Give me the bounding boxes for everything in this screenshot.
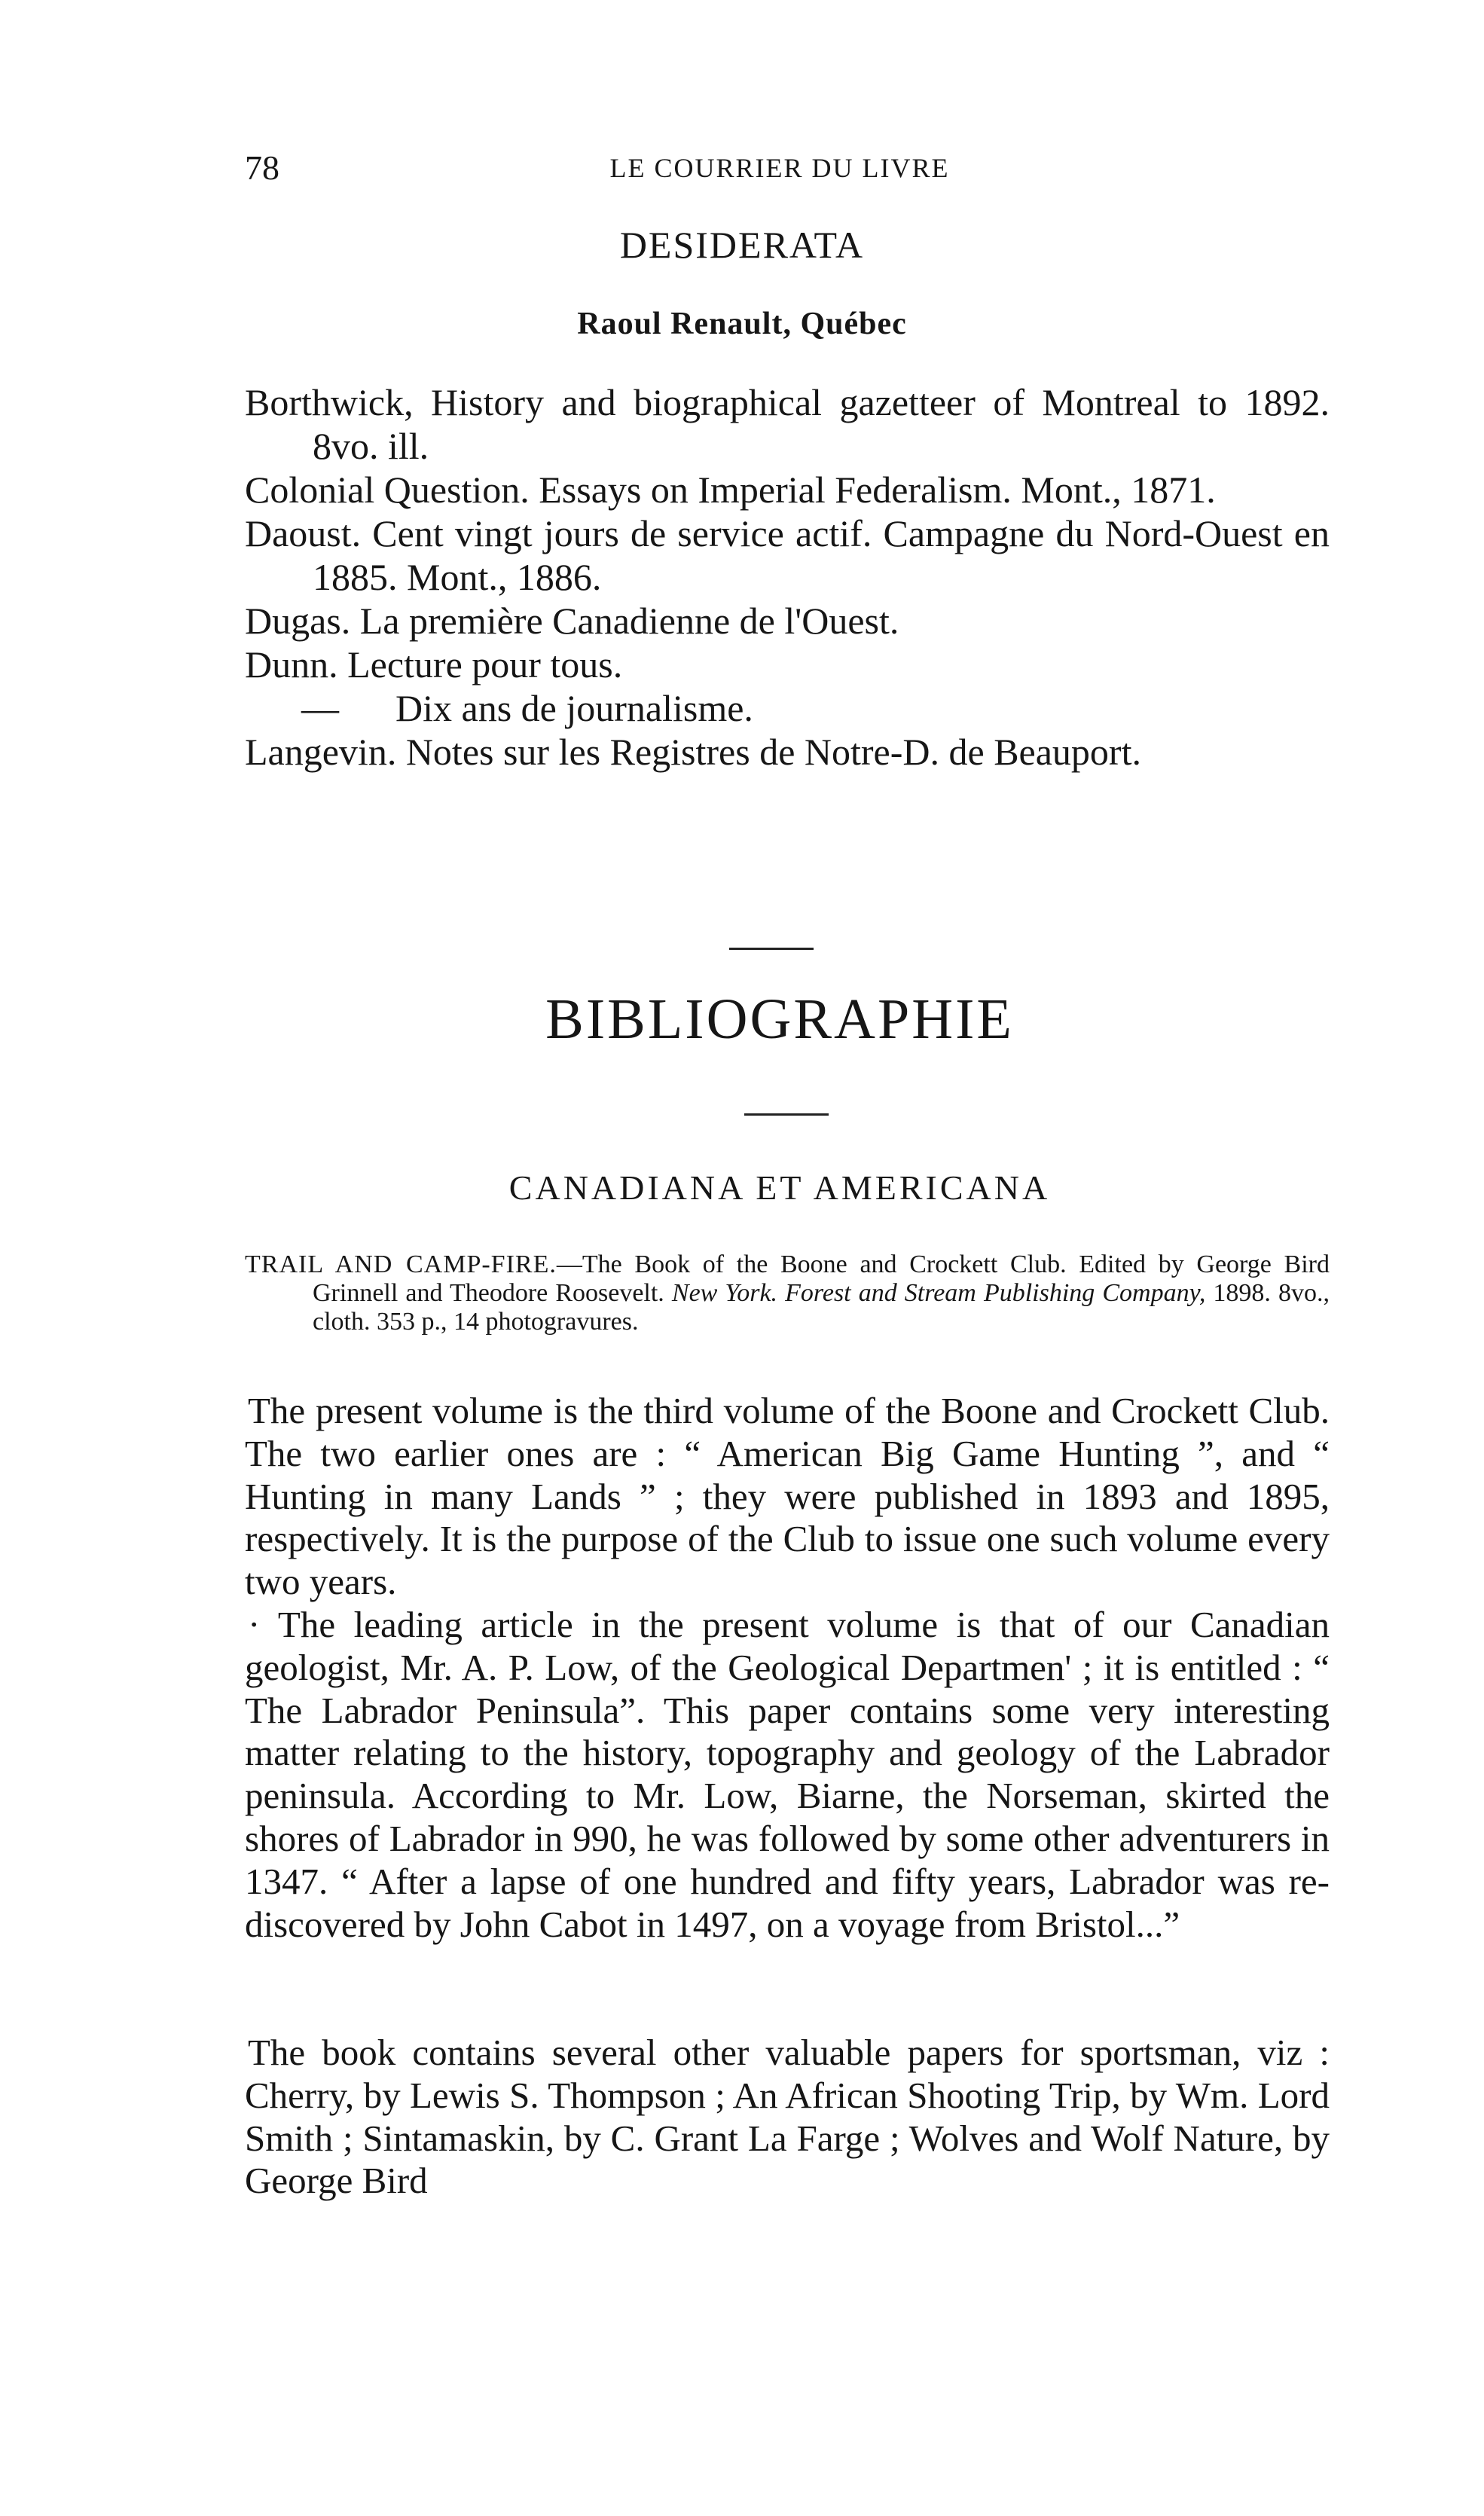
journal-title: LE COURRIER DU LIVRE: [609, 153, 950, 183]
page-number: 78: [245, 148, 279, 187]
review-paragraph: The present volume is the third volume of the Boone and Crockett Club. The two earlier ones are : “ American Big Game Hunting ”, and “ Hunting in many Lands ” ; they were published in 1893 and 1895, respectively. It is the purpose of the Club to issue one such volume every two years.: [245, 1390, 1330, 1603]
bibliographie-heading: BIBLIOGRAPHIE: [545, 988, 1014, 1051]
running-head: [245, 148, 1315, 193]
desiderata-author: Raoul Renault, Québec: [577, 307, 907, 341]
desiderata-entry: Langevin. Notes sur les Registres de Notre-D. de Beauport.: [245, 731, 1141, 773]
desiderata-entry: Borthwick, History and biographical gazetteer of Montreal to 1892. 8vo. ill.: [245, 381, 1330, 467]
canadiana-heading: CANADIANA ET AMERICANA: [508, 1168, 1051, 1207]
review-paragraph: · The leading article in the present volume is that of our Canadian geologist, Mr. A. P. Low, of the Geological Departmen' ; it is entitled : “ The Labrador Peninsula”. This paper contains some very interesting matter relating to the history, topography and geology of the Labrador peninsula. According to Mr. Low, Biarne, the Norseman, skirted the shores of Labrador in 990, he was followed by some other adventurers in 1347. “ After a lapse of one hundred and fifty years, Labrador was re-discovered by John Cabot in 1497, on a voyage from Bristol...”: [245, 1604, 1330, 1945]
citation-details: 1898. 8vo., cloth. 353 p., 14 photogravures.: [313, 1279, 1330, 1336]
desiderata-entry-text: Dix ans de journalisme.: [395, 687, 753, 729]
section-divider: [744, 1113, 829, 1116]
desiderata-entry: Dugas. La première Canadienne de l'Ouest.: [245, 600, 899, 642]
desiderata-entry: Colonial Question. Essays on Imperial Federalism. Mont., 1871.: [245, 469, 1216, 511]
desiderata-entry: Daoust. Cent vingt jours de service actif. Campagne du Nord-Ouest en 1885. Mont., 1886.: [245, 512, 1330, 598]
book-citation: [245, 1250, 1330, 1336]
citation-publisher: New York. Forest and Stream Publishing Company,: [671, 1279, 1206, 1307]
section-divider: [729, 948, 814, 950]
desiderata-entry-ditto: [245, 686, 1330, 730]
ditto-dash: —: [301, 687, 339, 729]
desiderata-list: [245, 380, 1330, 774]
citation-text: —The Book of the Boone and Crockett Club. Edited by George Bird Grinnell and Theodore Roosevelt.: [313, 1250, 1330, 1307]
review-paragraph: The book contains several other valuable papers for sportsman, viz : Cherry, by Lewis S. Thompson ; An African Shooting Trip, by Wm. Lord Smith ; Sintamaskin, by C. Grant La Farge ; Wolves and Wolf Nature, by George Bird: [245, 2032, 1330, 2202]
citation-title: TRAIL AND CAMP-FIRE.: [245, 1250, 557, 1278]
desiderata-heading: DESIDERATA: [619, 224, 865, 266]
desiderata-entry: Dunn. Lecture pour tous.: [245, 643, 623, 685]
